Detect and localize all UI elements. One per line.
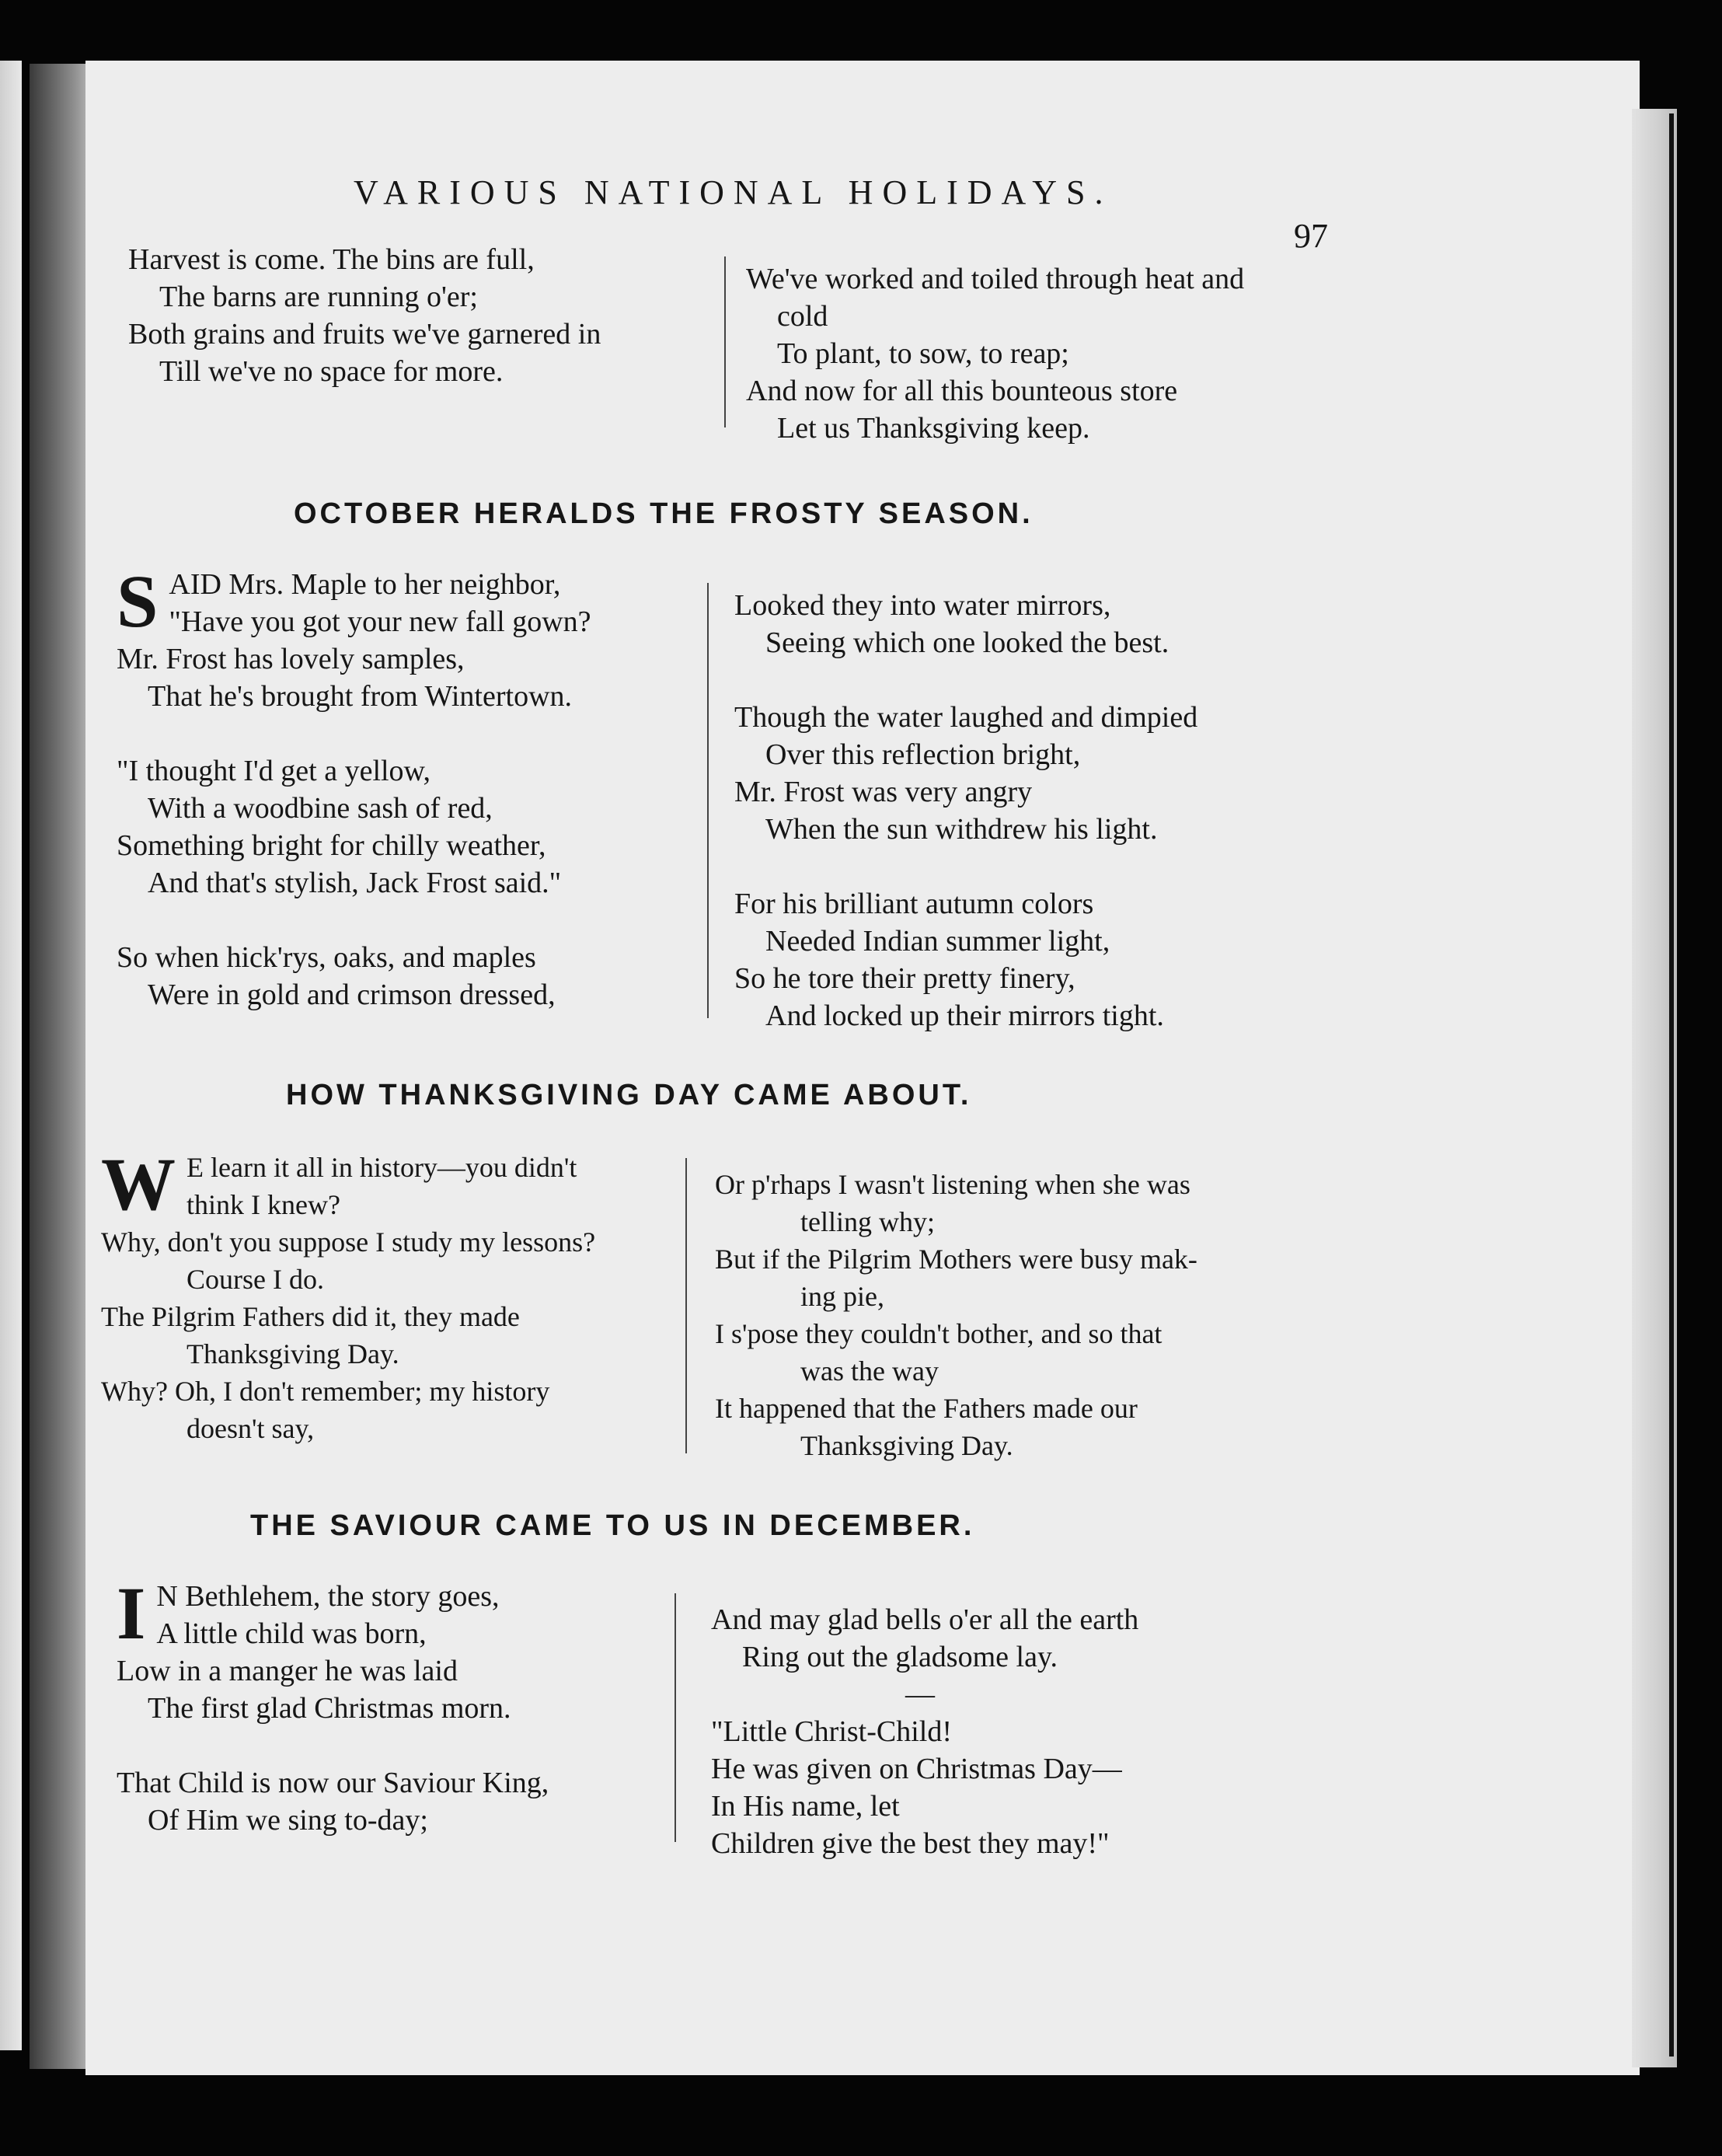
- verse-line: That Child is now our Saviour King,: [117, 1767, 549, 1799]
- saviour-right-column: [711, 1601, 1410, 1862]
- book-gutter-shadow: [30, 64, 93, 2069]
- verse-line: We've worked and toiled through heat and: [746, 263, 1245, 295]
- column-divider: [675, 1593, 676, 1842]
- verse-line: With a woodbine sash of red,: [148, 792, 493, 825]
- verse-line: Or p'rhaps I wasn't listening when she was: [715, 1169, 1190, 1200]
- verse-line: Let us Thanksgiving keep.: [777, 412, 1090, 445]
- verse-line: Looked they into water mirrors,: [734, 589, 1111, 622]
- verse-line: Till we've no space for more.: [159, 355, 504, 388]
- verse-line: That he's brought from Wintertown.: [148, 680, 573, 713]
- intro-right-column: [746, 260, 1445, 447]
- verse-line: ing pie,: [800, 1281, 884, 1312]
- verse-line: The first glad Christmas morn.: [148, 1692, 511, 1725]
- verse-line: Though the water laughed and dimpied: [734, 701, 1198, 734]
- verse-line: Were in gold and crimson dressed,: [148, 979, 556, 1011]
- page-number: 97: [1294, 217, 1328, 255]
- thanksgiving-right-column: [715, 1166, 1414, 1464]
- verse-line: Over this reflection bright,: [765, 738, 1081, 771]
- verse-line: Low in a manger he was laid: [117, 1655, 458, 1687]
- verse-line: Of Him we sing to-day;: [148, 1804, 428, 1837]
- october-right-column: [734, 587, 1434, 1034]
- verse-line: But if the Pilgrim Mothers were busy mak-: [715, 1244, 1197, 1275]
- verse-line: Thanksgiving Day.: [800, 1430, 1013, 1461]
- verse-line: Course I do.: [186, 1264, 324, 1295]
- verse-line: It happened that the Fathers made our: [715, 1393, 1138, 1424]
- verse-line: Children give the best they may!": [711, 1827, 1110, 1860]
- verse-line: Why, don't you suppose I study my lessons?: [101, 1226, 596, 1258]
- verse-line: cold: [777, 300, 828, 333]
- verse-line: doesn't say,: [186, 1413, 315, 1444]
- verse-line: For his brilliant autumn colors: [734, 888, 1094, 920]
- drop-cap: I: [117, 1572, 146, 1655]
- drop-cap: W: [101, 1143, 176, 1226]
- separator-dash: —: [905, 1678, 935, 1711]
- verse-line: Mr. Frost has lovely samples,: [117, 643, 465, 675]
- verse-line: Harvest is come. The bins are full,: [128, 243, 535, 276]
- verse-line: was the way: [800, 1355, 939, 1387]
- adjacent-page-edge: [0, 61, 22, 2050]
- verse-line: Needed Indian summer light,: [765, 925, 1110, 958]
- verse-line: And now for all this bounteous store: [746, 375, 1178, 407]
- verse-line: And that's stylish, Jack Frost said.": [148, 867, 562, 899]
- verse-line: And locked up their mirrors tight.: [765, 1000, 1164, 1032]
- running-head: VARIOUS NATIONAL HOLIDAYS.: [354, 173, 1113, 211]
- poem-title-saviour: THE SAVIOUR CAME TO US IN DECEMBER.: [250, 1509, 975, 1542]
- october-left-column: [117, 560, 816, 1013]
- verse-line: AID Mrs. Maple to her neighbor,: [169, 568, 561, 601]
- poem-title-thanksgiving: HOW THANKSGIVING DAY CAME ABOUT.: [286, 1079, 972, 1111]
- verse-line: I s'pose they couldn't bother, and so that: [715, 1318, 1163, 1349]
- verse-line: think I knew?: [186, 1189, 340, 1220]
- verse-line: So when hick'rys, oaks, and maples: [117, 941, 536, 974]
- verse-line: A little child was born,: [156, 1617, 427, 1650]
- verse-line: When the sun withdrew his light.: [765, 813, 1158, 846]
- drop-cap: S: [117, 560, 159, 643]
- verse-line: Why? Oh, I don't remember; my history: [101, 1376, 550, 1407]
- verse-line: The barns are running o'er;: [159, 281, 478, 313]
- column-divider: [707, 583, 709, 1018]
- intro-left-column: [128, 241, 828, 390]
- thanksgiving-left-column: [101, 1143, 800, 1447]
- verse-line: N Bethlehem, the story goes,: [156, 1580, 500, 1613]
- verse-line: Something bright for chilly weather,: [117, 829, 546, 862]
- verse-line: In His name, let: [711, 1790, 900, 1823]
- verse-line: So he tore their pretty finery,: [734, 962, 1075, 995]
- verse-line: "I thought I'd get a yellow,: [117, 755, 431, 787]
- verse-line: He was given on Christmas Day—: [711, 1753, 1122, 1785]
- poem-title-october: OCTOBER HERALDS THE FROSTY SEASON.: [294, 497, 1034, 530]
- verse-line: Mr. Frost was very angry: [734, 776, 1033, 808]
- page-border-line: [1669, 113, 1674, 2057]
- verse-line: And may glad bells o'er all the earth: [711, 1603, 1139, 1636]
- verse-line: "Little Christ-Child!: [711, 1715, 952, 1748]
- verse-line: Both grains and fruits we've garnered in: [128, 318, 601, 351]
- verse-line: Ring out the gladsome lay.: [742, 1641, 1058, 1673]
- verse-line: The Pilgrim Fathers did it, they made: [101, 1301, 520, 1332]
- column-divider: [724, 256, 726, 427]
- verse-line: Thanksgiving Day.: [186, 1338, 399, 1369]
- verse-line: "Have you got your new fall gown?: [169, 605, 591, 638]
- column-divider: [685, 1158, 687, 1453]
- verse-line: telling why;: [800, 1206, 935, 1237]
- verse-line: Seeing which one looked the best.: [765, 626, 1169, 659]
- verse-line: E learn it all in history—you didn't: [186, 1152, 577, 1183]
- verse-line: To plant, to sow, to reap;: [777, 337, 1069, 370]
